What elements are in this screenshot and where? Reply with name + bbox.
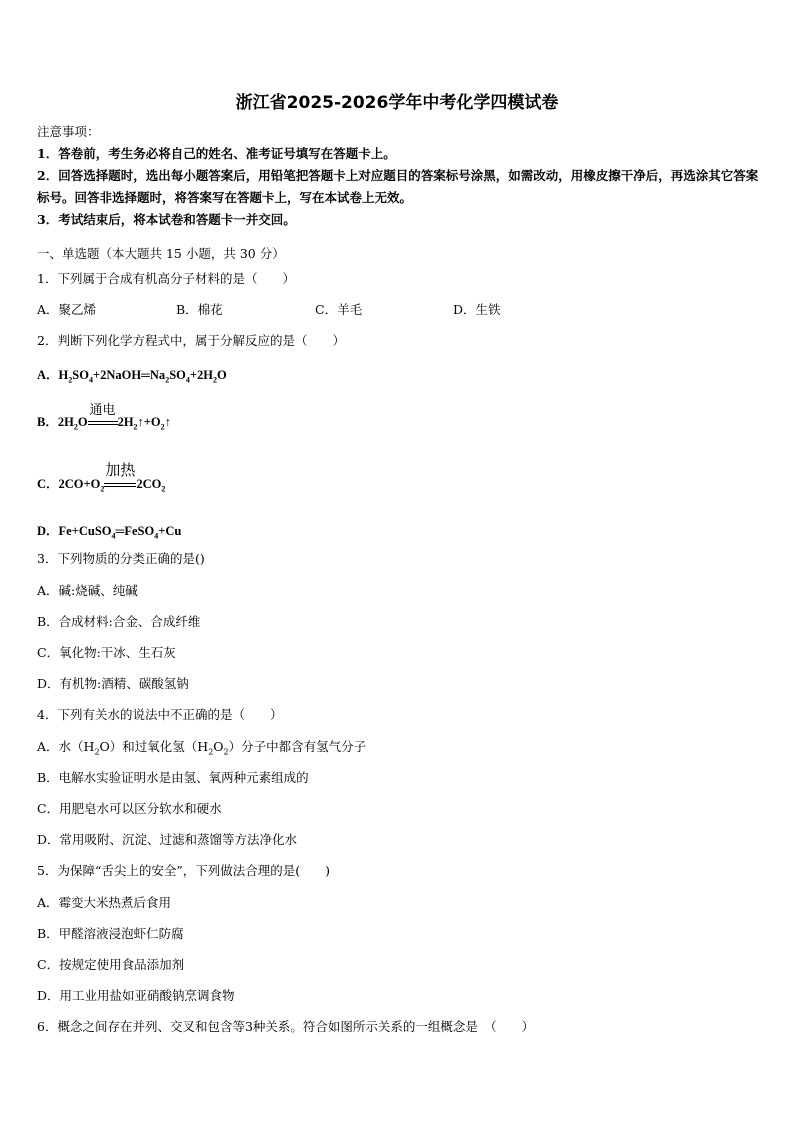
notes-section — [37, 121, 761, 231]
q3-option-c: C．氧化物:干冰、生石灰 — [37, 645, 176, 660]
q5-option-d: D．用工业用盐如亚硝酸钠烹调食物 — [37, 988, 235, 1003]
equals-bar — [88, 421, 118, 425]
q4-option-c: C．用肥皂水可以区分软水和硬水 — [37, 801, 222, 816]
q5-option-a: A．霉变大米热煮后食用 — [37, 895, 172, 910]
notes-heading: 注意事项： — [37, 124, 100, 139]
q1-option-a: A．聚乙烯 — [37, 302, 97, 317]
note-item-1: 1．答卷前，考生务必将自己的姓名、准考证号填写在答题卡上。 — [37, 146, 396, 161]
q3-option-b: B．合成材料:合金、合成纤维 — [37, 614, 201, 629]
reaction-condition-heat: 加热 — [104, 477, 136, 492]
section-heading: 一、单选题（本大题共 15 小题，共 30 分） — [37, 246, 285, 261]
q1-option-b: B．棉花 — [176, 302, 223, 317]
q4-stem: 4．下列有关水的说法中不正确的是（ ） — [37, 707, 283, 722]
q5-stem: 5．为保障“舌尖上的安全”，下列做法合理的是( ) — [37, 863, 330, 878]
q2-option-a: A．$H_2SO_4+2NaOH═Na_2SO_4+2H_2O$ — [37, 368, 227, 385]
q3-option-a: A．碱:烧碱、纯碱 — [37, 583, 138, 598]
q4-option-a: A．水$(H_2O)$和过氧化氢$(H_2O_2)$分子中都含有氢气分子 — [37, 739, 367, 757]
q2-d-label: D． — [37, 524, 59, 538]
q2-option-d: D．Fe+CuSO$_4$═FeSO$_4$+Cu — [37, 524, 182, 541]
q1-option-d: D．生铁 — [453, 302, 501, 317]
q4-option-b: B．电解水实验证明水是由氢、氧两种元素组成的 — [37, 770, 309, 785]
reaction-condition-electrolysis: 通电 — [88, 415, 118, 430]
exam-title: 浙江省2025-2026学年中考化学四模试卷 — [235, 93, 559, 113]
q3-option-d: D．有机物:酒精、碳酸氢钠 — [37, 676, 189, 691]
note-item-2: 2．回答选择题时，选出每小题答案后，用铅笔把答题卡上对应题目的答案标号涂黑，如需改动，用橡皮擦干净后，再选涂其它答案标号。回答非选择题时，将答案写在答题卡上，写在本试卷上无效。 — [37, 168, 759, 205]
q2-a-label: A． — [37, 368, 59, 382]
q2-stem: 2．判断下列化学方程式中，属于分解反应的是（ ） — [37, 333, 345, 348]
q6-stem: 6．概念之间存在并列、交叉和包含等3种关系。符合如图所示关系的一组概念是 （ ） — [37, 1019, 535, 1034]
equals-bar — [104, 483, 136, 487]
q1-stem: 1．下列属于合成有机高分子材料的是（ ） — [37, 271, 295, 286]
q2-c-label: C． — [37, 477, 59, 491]
q4-option-d: D．常用吸附、沉淀、过滤和蒸馏等方法净化水 — [37, 832, 298, 847]
q2-option-c: C．$2CO+O_2$ 加热 $2CO_2$ — [37, 461, 166, 494]
note-item-3: 3．考试结束后，将本试卷和答题卡一并交回。 — [37, 212, 296, 227]
q3-stem: 3．下列物质的分类正确的是() — [37, 551, 205, 566]
q1-option-c: C．羊毛 — [315, 302, 363, 317]
q2-b-label: B． — [37, 415, 58, 429]
q5-option-b: B．甲醛溶液浸泡虾仁防腐 — [37, 926, 184, 941]
q5-option-c: C．按规定使用食品添加剂 — [37, 957, 185, 972]
q2-option-b: B．$2H_2O$ 通电 $2H_2↑+O_2↑$ — [37, 403, 171, 432]
